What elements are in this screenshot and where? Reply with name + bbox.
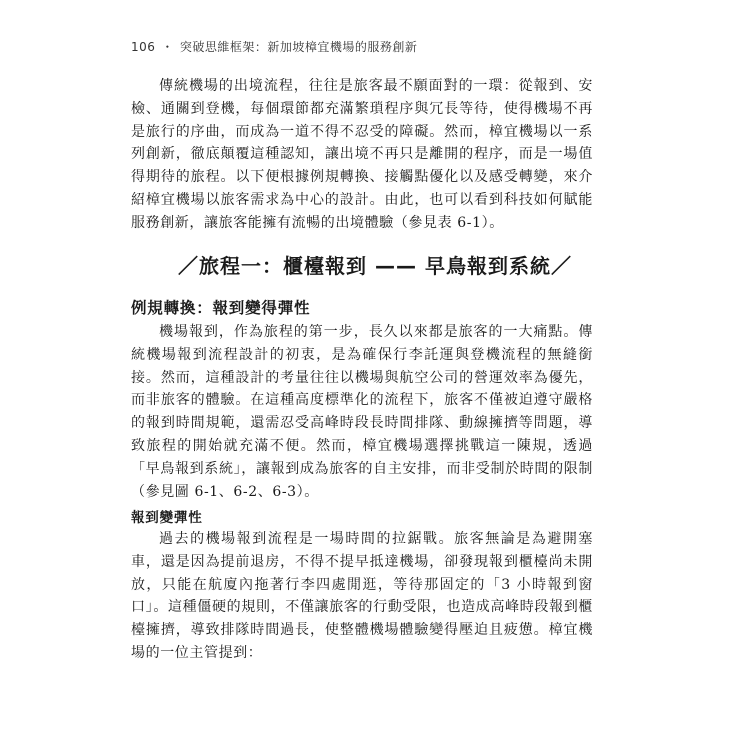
- paragraph-block-2: [131, 321, 593, 503]
- header-separator: ・: [161, 40, 174, 54]
- intro-paragraph: 傳統機場的出境流程，往往是旅客最不願面對的一環：從報到、安檢、通關到登機，每個環節都充滿繁瑣程序與冗長等待，使得機場不再是旅行的序曲，而成為一道不得不忍受的障礙。然而，樟宜機場以一系列創新，徹底顛覆這種認知，讓出境不再只是離開的程序，而是一場值得期待的旅程。以下便根據例規轉換、接觸點優化以及感受轉變，來介紹樟宜機場以旅客需求為中心的設計。由此，也可以看到科技如何賦能服務創新，讓旅客能擁有流暢的出境體驗（參見表 6-1）。: [131, 78, 593, 231]
- book-title: 突破思維框架：新加坡樟宜機場的服務創新: [179, 40, 418, 54]
- section-title: ／旅程一：櫃檯報到 —— 早鳥報到系統／: [178, 254, 572, 278]
- paragraph-3: 過去的機場報到流程是一場時間的拉鋸戰。旅客無論是為避開塞車，還是因為提前退房，不得不提早抵達機場，卻發現報到櫃檯尚未開放，只能在航廈內拖著行李四處閒逛，等待那固定的「3 小時報到窗口」。這種僵硬的規則，不僅讓旅客的行動受限，也造成高峰時段報到櫃檯擁擠，導致排隊時間過長，使整體機場體驗變得壓迫且疲憊。樟宜機場的一位主管提到：: [131, 531, 593, 661]
- paragraph-block-3: [131, 528, 593, 665]
- running-header: [131, 38, 417, 55]
- intro-paragraph-block: [131, 75, 593, 235]
- page-number: 106: [131, 40, 156, 54]
- paragraph-2: 機場報到，作為旅程的第一步，長久以來都是旅客的一大痛點。傳統機場報到流程設計的初衷，是為確保行李託運與登機流程的無縫銜接。然而，這種設計的考量往往以機場與航空公司的營運效率為優先，而非旅客的體驗。在這種高度標準化的流程下，旅客不僅被迫遵守嚴格的報到時間規範，還需忍受高峰時段長時間排隊、動線擁擠等問題，導致旅程的開始就充滿不便。然而，樟宜機場選擇挑戰這一陳規，透過「早鳥報到系統」，讓報到成為旅客的自主安排，而非受制於時間的限制（參見圖 6-1、6-2、6-3）。: [131, 324, 593, 500]
- subheading: 例規轉換：報到變得彈性: [131, 299, 311, 317]
- minor-heading: 報到變彈性: [131, 510, 203, 526]
